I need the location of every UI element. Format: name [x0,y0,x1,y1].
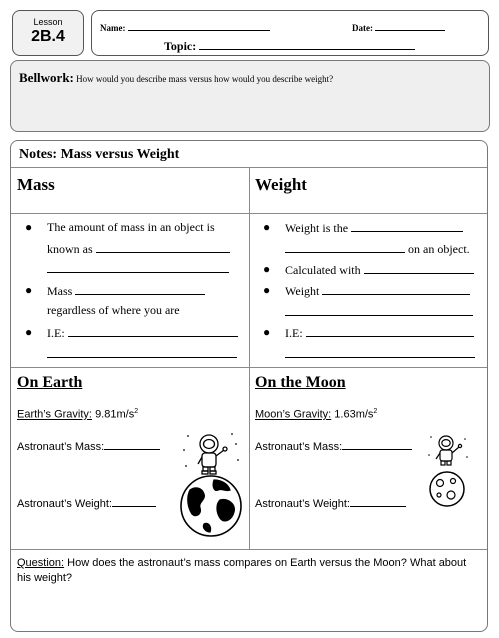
topic-label: Topic: [164,39,197,53]
bullet-icon: ● [263,325,271,339]
moon-mass-label: Astronaut’s Mass: [255,441,343,453]
bellwork-box[interactable] [10,60,490,132]
mass-heading: Mass [17,175,55,194]
date-field[interactable] [375,19,445,31]
earth-weight-blank[interactable] [112,495,156,507]
mass-blank-1[interactable] [96,241,230,253]
weight-blank-2[interactable] [285,241,405,253]
mass-blank-3[interactable] [75,283,205,295]
weight-blank-7[interactable] [285,357,475,358]
earth-gravity-label: Earth’s Gravity: [17,408,92,421]
moon-weight-label: Astronaut’s Weight: [255,498,350,510]
earth-gravity-value: 9.81m/s [95,408,135,421]
weight-text-3: Calculated with [285,263,361,277]
mass-blank-5[interactable] [47,357,237,358]
mass-blank-2[interactable] [47,272,229,273]
moon-heading: On the Moon [255,374,346,391]
name-field[interactable] [128,19,270,31]
weight-ie-label: I.E: [285,326,303,340]
weight-text-1: Weight is the [285,221,349,235]
weight-blank-5[interactable] [285,315,473,316]
bullet-icon: ● [263,220,271,234]
weight-text-4: Weight [285,284,320,298]
moon-gravity-exponent: 2 [373,408,378,415]
earth-mass-label: Astronaut’s Mass: [17,441,105,453]
moon-gravity-label: Moon’s Gravity: [255,408,332,421]
mass-text-4: regardless of where you are [47,303,180,317]
lesson-badge [12,10,84,56]
bullet-icon: ● [25,325,33,339]
astronaut-on-moon-icon [423,431,473,511]
moon-mass-blank[interactable] [342,438,412,450]
weight-blank-4[interactable] [322,283,470,295]
weight-heading: Weight [255,175,307,194]
earth-gravity-exponent: 2 [134,408,139,415]
bullet-icon: ● [263,262,271,276]
mass-ie-label: I.E: [47,326,65,340]
question-text: How does the astronaut’s mass compares on Earth versus the Moon? What about his weight? [17,557,467,584]
topic-field[interactable] [199,37,415,50]
mass-text-1: The amount of mass in an object is [47,220,215,234]
earth-mass-blank[interactable] [104,438,160,450]
mass-text-2: known as [47,242,93,256]
moon-gravity-value: 1.63m/s [334,408,374,421]
bullet-icon: ● [25,220,33,234]
mass-text-3: Mass [47,284,73,298]
question-label: Question: [17,557,65,569]
notes-box [10,140,488,632]
weight-text-2: on an object. [408,242,470,256]
notes-title: Notes: Mass versus Weight [19,147,180,162]
divider [11,549,487,550]
divider [249,167,250,549]
earth-heading: On Earth [17,374,83,391]
earth-weight-label: Astronaut’s Weight: [17,498,112,510]
bullet-icon: ● [263,283,271,297]
lesson-label: Lesson [33,17,63,27]
student-info-box [91,10,489,56]
bullet-icon: ● [25,283,33,297]
weight-blank-3[interactable] [364,262,474,274]
moon-weight-blank[interactable] [350,495,406,507]
bellwork-prompt: How would you describe mass versus how would you describe weight? [76,74,334,84]
mass-blank-4[interactable] [68,325,238,337]
date-label: Date: [352,23,373,33]
weight-blank-1[interactable] [351,220,463,232]
name-label: Name: [100,23,126,33]
astronaut-on-earth-icon [176,428,246,540]
bellwork-label: Bellwork: [19,70,74,85]
lesson-number: 2B.4 [31,28,65,45]
weight-blank-6[interactable] [306,325,474,337]
